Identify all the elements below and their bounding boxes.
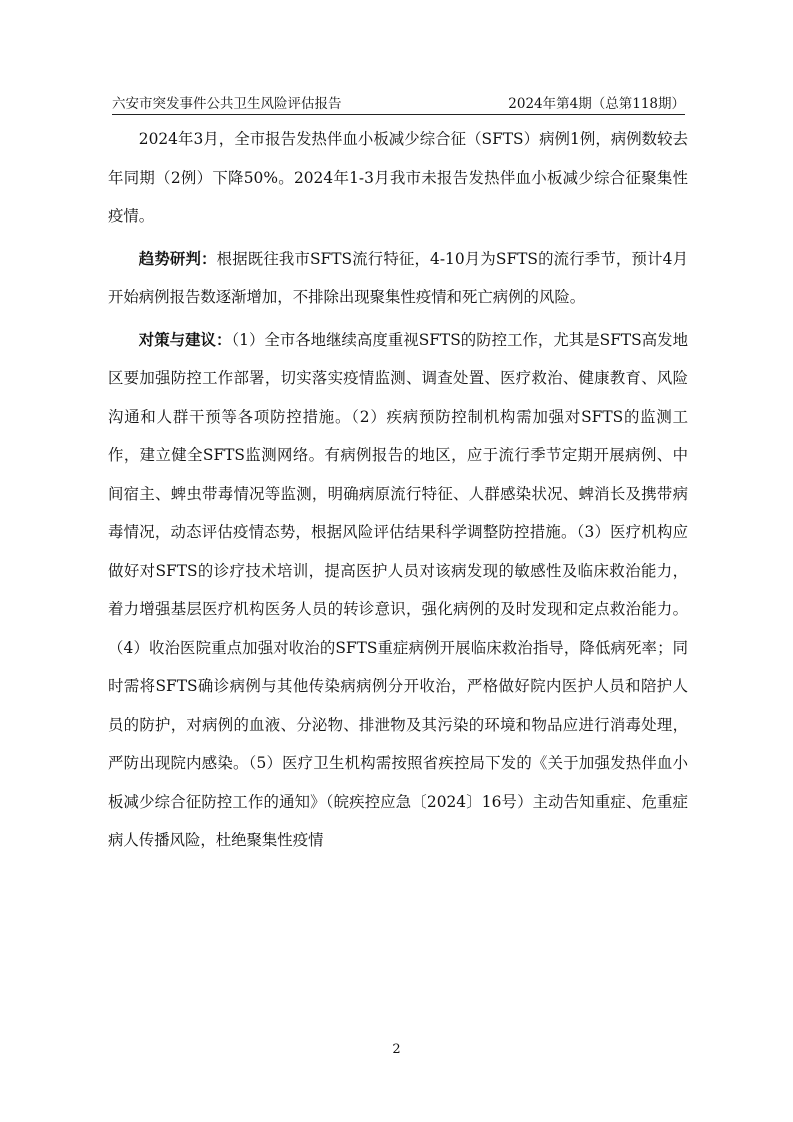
report-body — [108, 120, 688, 860]
page-header — [112, 92, 685, 115]
measures-label: 对策与建议： — [138, 330, 232, 349]
paragraph-measures — [108, 321, 688, 860]
trend-analysis-label: 趋势研判： — [138, 249, 217, 268]
trend-analysis-text: 根据既往我市SFTS流行特征，4-10月为SFTS的流行季节，预计4月开始病例报告数逐渐增加，不排除出现聚集性疫情和死亡病例的风险。 — [108, 249, 688, 306]
header-report-title: 六安市突发事件公共卫生风险评估报告 — [112, 96, 342, 112]
page-number: 2 — [392, 1042, 401, 1057]
paragraph-case-summary: 2024年3月，全市报告发热伴血小板减少综合征（SFTS）病例1例，病例数较去年同期（2例）下降50%。2024年1-3月我市未报告发热伴血小板减少综合征聚集性疫情。 — [108, 130, 688, 225]
measures-text: （1）全市各地继续高度重视SFTS的防控工作，尤其是SFTS高发地区要加强防控工作部署，切实落实疫情监测、调查处置、医疗救治、健康教育、风险沟通和人群干预等各项防控措施。（2）疾病预防控制机构需加强对SFTS的监测工作，建立健全SFTS监测网络。有病例报告的地区，应于流行季节定期开展病例、中间宿主、蜱虫带毒情况等监测，明确病原流行特征、人群感染状况、蜱消长及携带病毒情况，动态评估疫情态势，根据风险评估结果科学调整防控措施。（3）医疗机构应做好对SFTS的诊疗技术培训，提高医护人员对该病发现的敏感性及临床救治能力，着力增强基层医疗机构医务人员的转诊意识，强化病例的及时发现和定点救治能力。（4）收治医院重点加强对收治的SFTS重症病例开展临床救治指导，降低病死率；同时需将SFTS确诊病例与其他传染病病例分开收治，严格做好院内医护人员和陪护人员的防护，对病例的血液、分泌物、排泄物及其污染的环境和物品应进行消毒处理，严防出现院内感染。（5）医疗卫生机构需按照省疾控局下发的《关于加强发热伴血小板减少综合征防控工作的通知》（皖疾控应急〔2024〕16号）主动告知重症、危重症病人传播风险，杜绝聚集性疫情 — [108, 330, 688, 849]
header-issue-number: 2024年第4期（总第118期） — [508, 96, 685, 112]
paragraph-trend-analysis — [108, 240, 688, 317]
